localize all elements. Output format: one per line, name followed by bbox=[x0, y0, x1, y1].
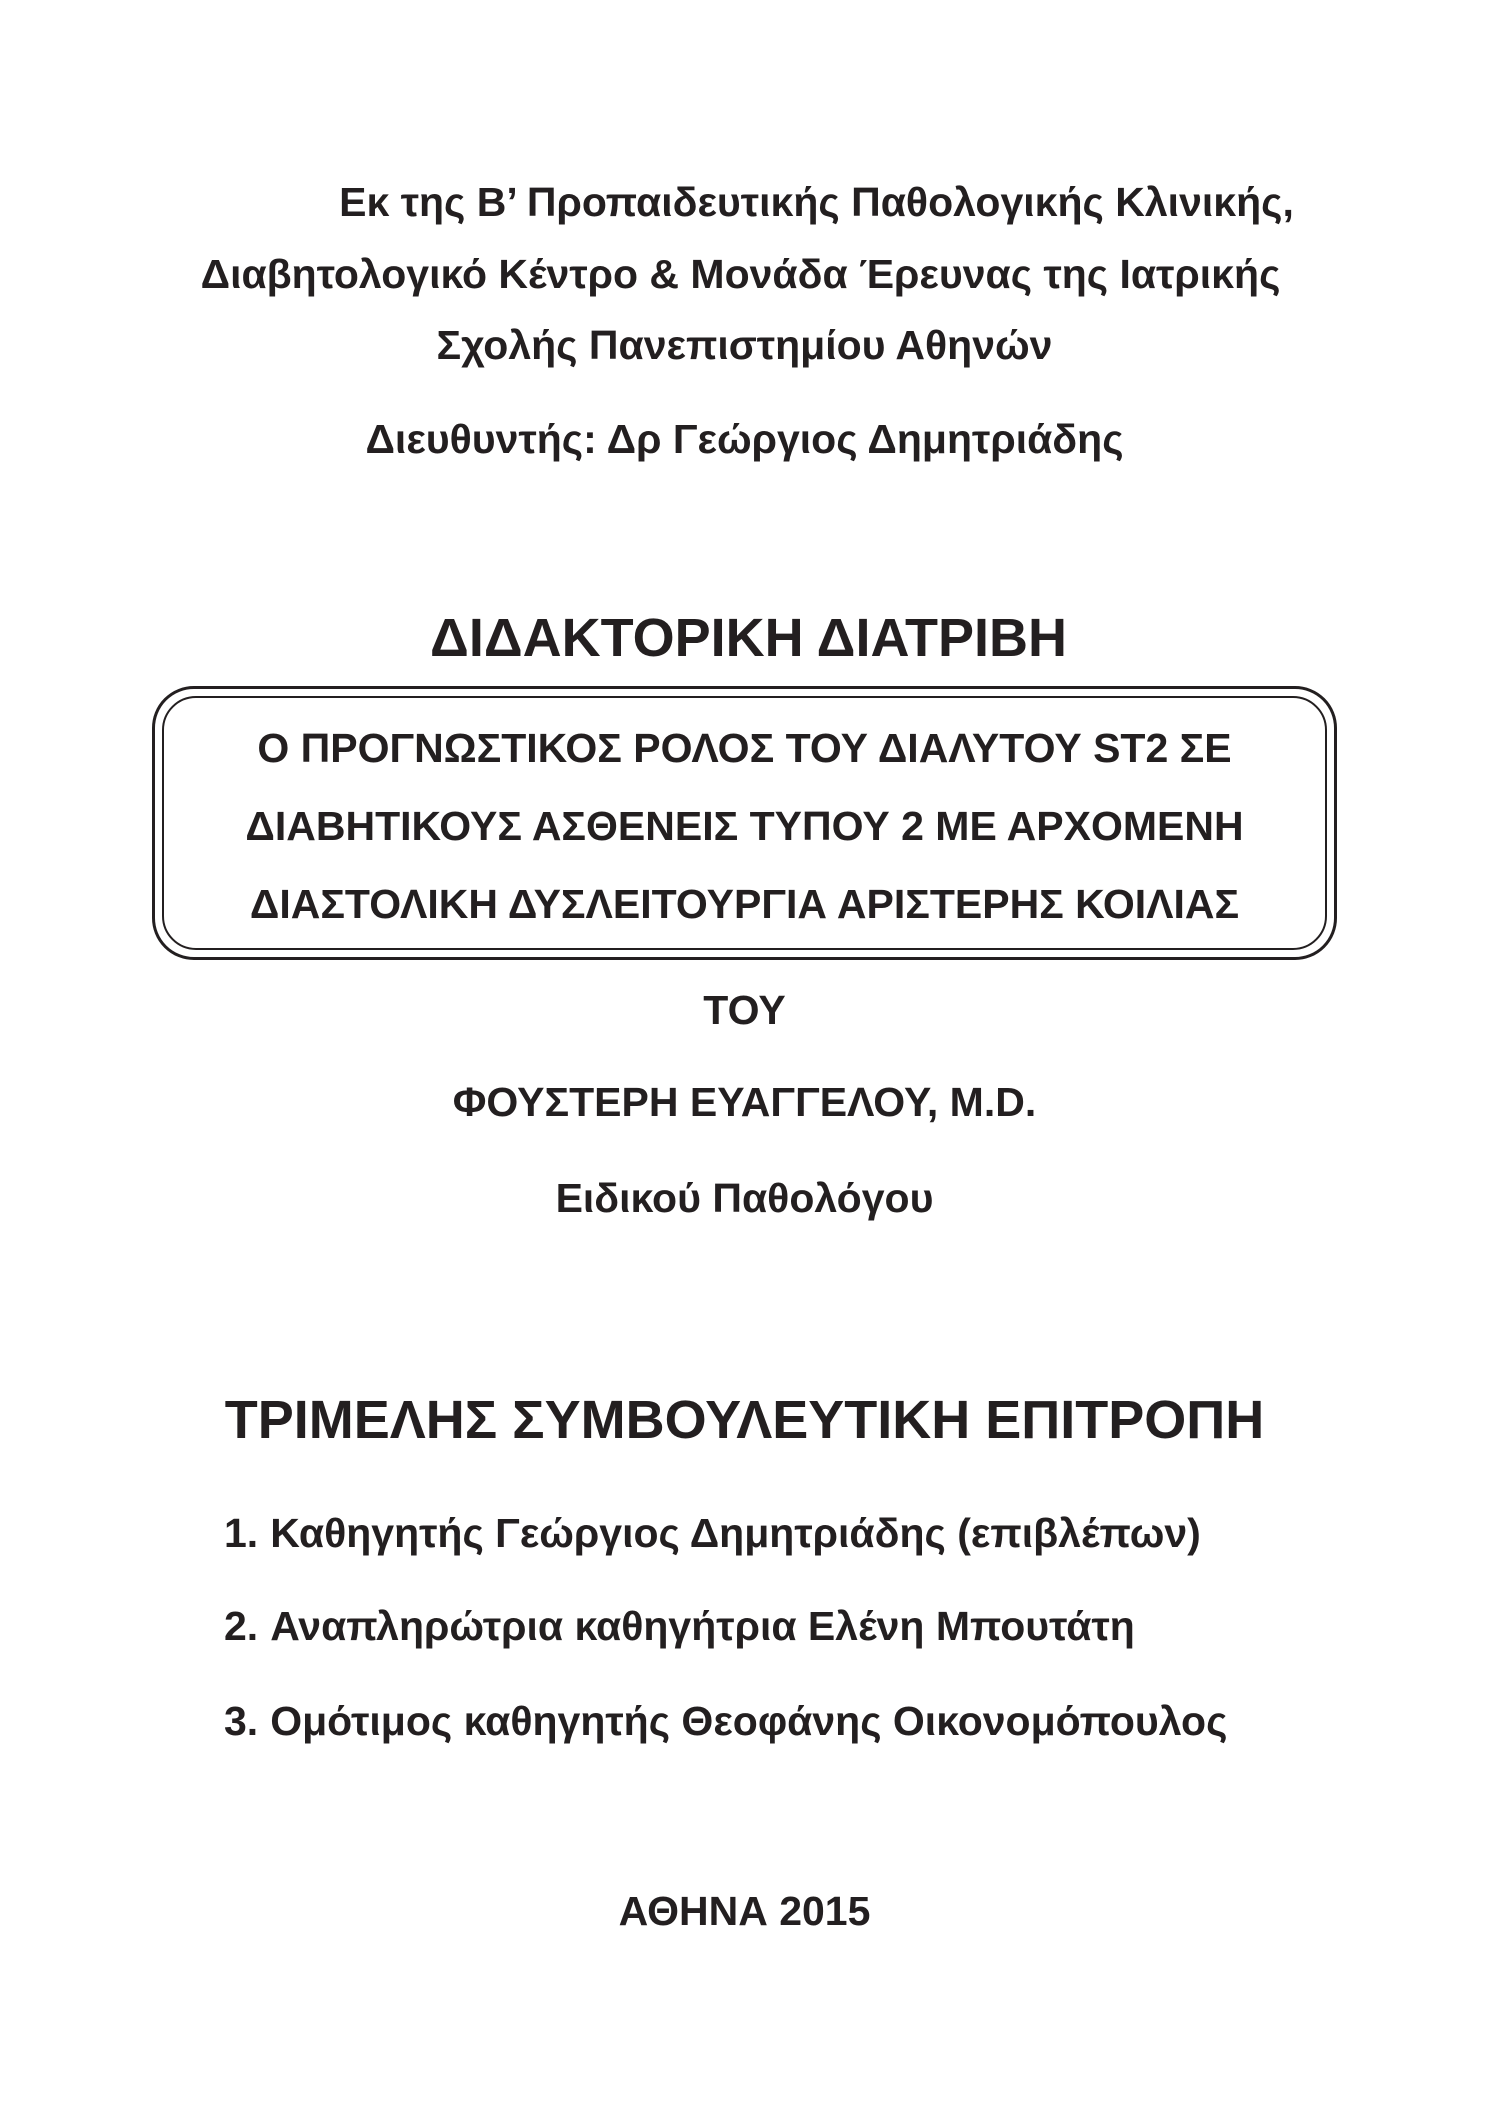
institution-line-1: Εκ της Β’ Προπαιδευτικής Παθολογικής Κλινικής, bbox=[339, 179, 1294, 225]
thesis-title-line-3: ΔΙΑΣΤΟΛΙΚΗ ΔΥΣΛΕΙΤΟΥΡΓΙΑ ΑΡΙΣΤΕΡΗΣ ΚΟΙΛΙΑΣ bbox=[249, 881, 1240, 927]
committee-member-text: Καθηγητής Γεώργιος Δημητριάδης (επιβλέπων) bbox=[270, 1510, 1201, 1556]
place-and-year: ΑΘΗΝΑ 2015 bbox=[618, 1888, 871, 1934]
committee-member-3 bbox=[224, 1698, 1228, 1744]
author-by: ΤΟΥ bbox=[703, 987, 786, 1033]
committee-member-text: Ομότιμος καθηγητής Θεοφάνης Οικονομόπουλος bbox=[270, 1698, 1228, 1744]
committee-heading: ΤΡΙΜΕΛΗΣ ΣΥΜΒΟΥΛΕΥΤΙΚΗ ΕΠΙΤΡΟΠΗ bbox=[224, 1390, 1265, 1450]
committee-member-number: 2. bbox=[224, 1603, 259, 1649]
institution-line-2: Διαβητολογικό Κέντρο & Μονάδα Έρευνας της Ιατρικής bbox=[200, 251, 1281, 297]
committee-member-2 bbox=[224, 1603, 1135, 1649]
institution-line-3: Σχολής Πανεπιστημίου Αθηνών bbox=[436, 322, 1053, 368]
director-line: Διευθυντής: Δρ Γεώργιος Δημητριάδης bbox=[365, 416, 1124, 462]
committee-member-text: Αναπληρώτρια καθηγήτρια Ελένη Μπουτάτη bbox=[270, 1603, 1135, 1649]
committee-member-number: 1. bbox=[224, 1510, 259, 1556]
thesis-title-line-2: ΔΙΑΒΗΤΙΚΟΥΣ ΑΣΘΕΝΕΙΣ ΤΥΠΟΥ 2 ΜΕ ΑΡΧΟΜΕΝΗ bbox=[245, 803, 1244, 849]
author-specialty: Ειδικού Παθολόγου bbox=[555, 1175, 934, 1221]
committee-member-number: 3. bbox=[224, 1698, 259, 1744]
committee-member-1 bbox=[224, 1510, 1201, 1556]
thesis-title-line-1: Ο ΠΡΟΓΝΩΣΤΙΚΟΣ ΡΟΛΟΣ ΤΟΥ ΔΙΑΛΥΤΟΥ ST2 ΣΕ bbox=[257, 725, 1232, 771]
document-type-heading: ΔΙΔΑΚΤΟΡΙΚΗ ΔΙΑΤΡΙΒΗ bbox=[430, 608, 1067, 668]
author-name: ΦΟΥΣΤΕΡΗ ΕΥΑΓΓΕΛΟΥ, M.D. bbox=[452, 1079, 1037, 1125]
